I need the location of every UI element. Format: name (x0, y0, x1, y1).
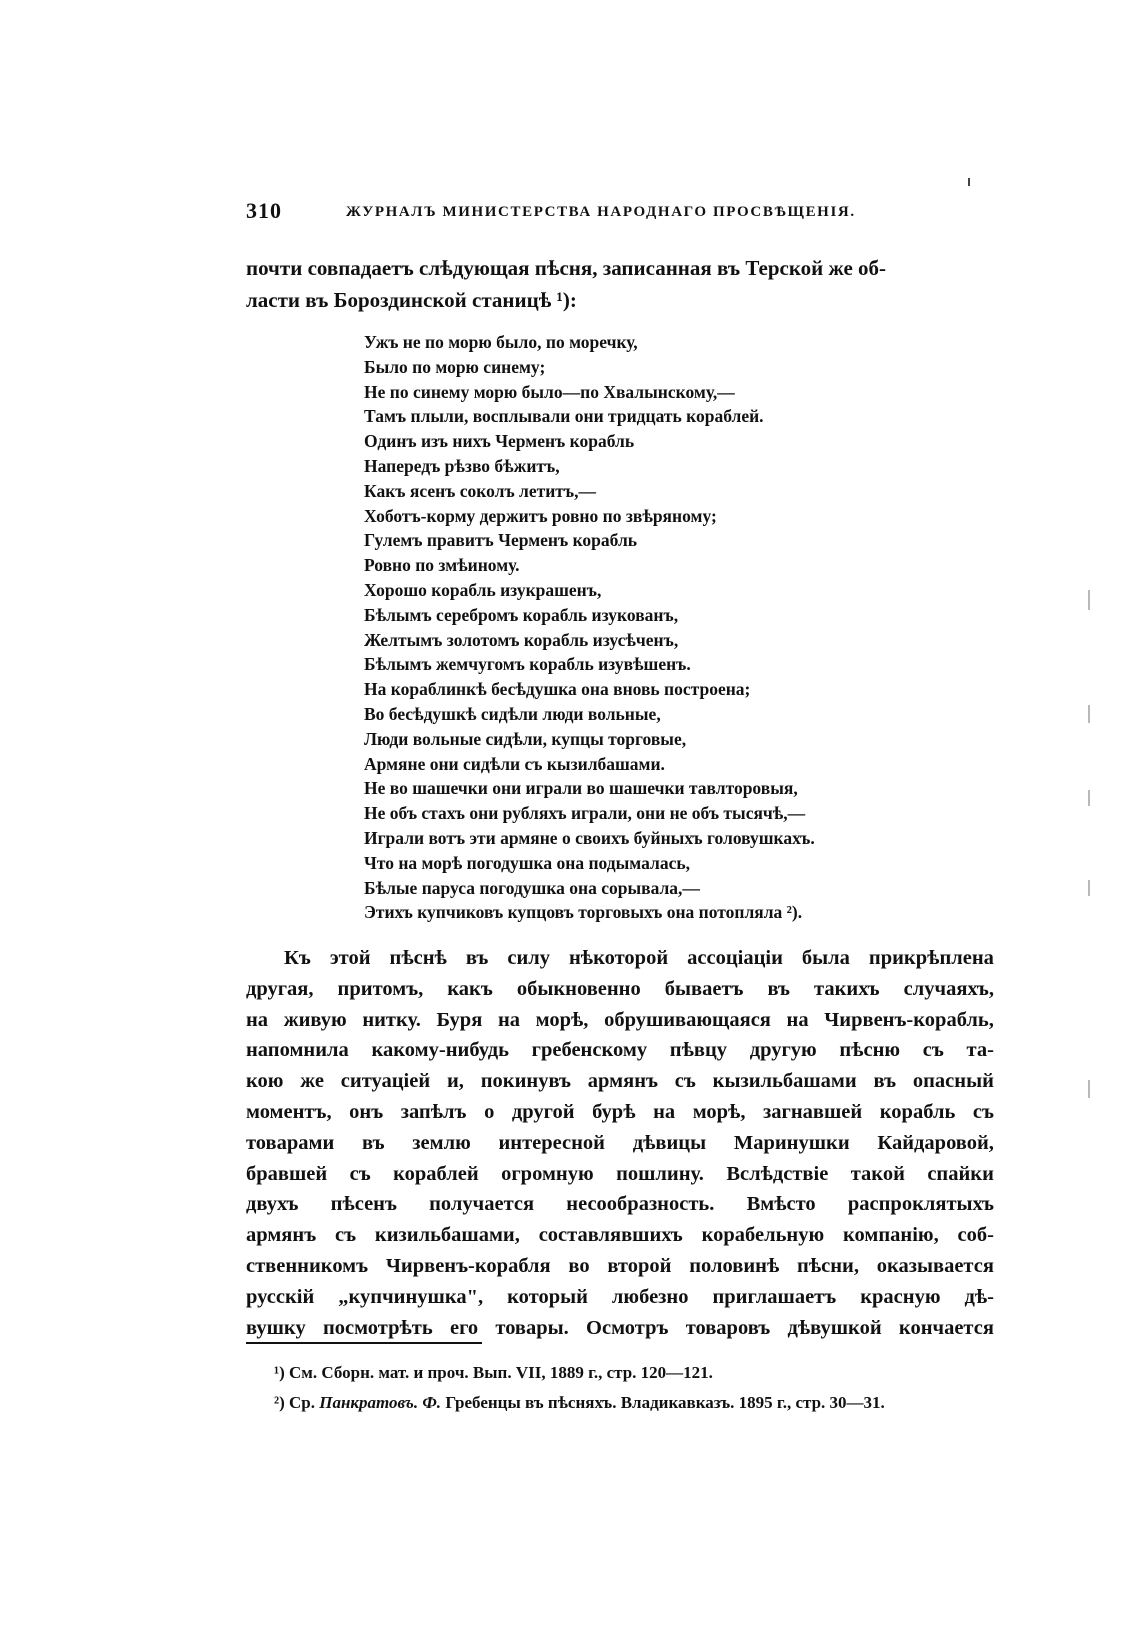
prose-word: получается (429, 1193, 535, 1216)
prose-word: Вмѣсто (746, 1193, 816, 1216)
prose-word: армянъ (246, 1224, 317, 1247)
verse-line: Бѣлымъ жемчугомъ корабль изувѣшенъ. (364, 654, 691, 675)
verse-line: Не во шашечки они играли во шашечки тавлторовыя, (364, 778, 798, 799)
prose-word: бурѣ (592, 1100, 636, 1123)
prose-word: Осмотръ (586, 1316, 669, 1339)
verse-line: Что на морѣ погодушка она подымалась, (364, 852, 690, 873)
prose-word: товары. (495, 1316, 569, 1339)
prose-word: въ (465, 947, 489, 969)
prose-word: такихъ (814, 977, 880, 1000)
prose-word: запѣлъ (400, 1100, 467, 1123)
footnote-2-prefix: ²) Ср. (274, 1393, 315, 1412)
verse-line: Ровно по змѣиному. (364, 555, 520, 576)
prose-word: во (568, 1254, 590, 1277)
prose-word: пошлину. (616, 1162, 704, 1185)
prose-word: бравшей (246, 1162, 328, 1185)
prose-word: Чирвенъ-корабля (385, 1254, 551, 1277)
verse-line: Хоботъ-корму держитъ ровно по звѣряному; (364, 505, 717, 526)
prose-word: пѣсни, (797, 1254, 859, 1277)
scan-mark (1088, 1080, 1090, 1098)
prose-line (246, 974, 994, 1005)
prose-word: какъ (447, 977, 493, 1000)
verse-line: На кораблинкѣ бесѣдушка она вновь построена; (364, 679, 751, 700)
prose-word: такой (850, 1162, 905, 1185)
prose-word: какому-нибудь (371, 1039, 509, 1062)
prose-word: товарами (246, 1131, 335, 1154)
prose-word: корабль (879, 1100, 956, 1123)
prose-word: кизильбашами, (374, 1224, 520, 1247)
prose-word: ассоціаціи (687, 947, 783, 969)
prose-word: землю (412, 1131, 471, 1154)
prose-word: половинѣ (689, 1254, 780, 1277)
prose-word: компанію, (842, 1224, 939, 1247)
prose-word: русскій (246, 1285, 315, 1308)
verse-line: Одинъ изъ нихъ Черменъ корабль (364, 431, 635, 452)
prose-word: загнавшей (763, 1100, 863, 1123)
scan-mark (1088, 705, 1090, 723)
prose-word: кончается (898, 1316, 994, 1339)
prose-word: пѣсню (839, 1039, 901, 1062)
verse-line: Армяне они сидѣли съ кызилбашами. (364, 753, 665, 774)
prose-word: кою (246, 1070, 284, 1093)
prose-word: Кайдаровой, (877, 1131, 994, 1154)
verse-line: Играли вотъ эти армяне о своихъ буйныхъ головушкахъ. (364, 827, 815, 848)
prose-word: въ (873, 1070, 897, 1093)
footnote-1: ¹) См. Сборн. мат. и проч. Вып. VII, 1889 г., стр. 120—121. (274, 1363, 713, 1382)
prose-word: съ (349, 1162, 371, 1185)
prose-word: о (484, 1100, 495, 1123)
prose-paragraph (246, 943, 994, 1343)
prose-word: армянъ (587, 1070, 658, 1093)
prose-word: Маринушки (733, 1131, 850, 1154)
verse-line: Желтымъ золотомъ корабль изусѣченъ, (364, 629, 679, 650)
page-number: 310 (246, 198, 282, 223)
prose-word: пѣсенъ (330, 1193, 397, 1216)
prose-word: другую (749, 1039, 817, 1062)
intro-paragraph (246, 252, 1006, 316)
verse-line: Не по синему морю было—по Хвалынскому,— (364, 381, 735, 402)
intro-line: почти совпадаетъ слѣдующая пѣсня, записанная въ Терской же об- (246, 256, 887, 280)
prose-word: посмотрѣть (322, 1316, 433, 1339)
verse-line: Напередъ рѣзво бѣжитъ, (364, 455, 560, 476)
intro-line: ласти въ Бороздинской станицѣ ¹): (246, 288, 577, 312)
scan-mark (1088, 790, 1090, 806)
prose-word: интересной (498, 1131, 605, 1154)
prose-word: въ (767, 977, 790, 1000)
prose-word: который (507, 1285, 588, 1308)
prose-word: распроклятыхъ (847, 1193, 994, 1216)
prose-word: онъ (349, 1100, 384, 1123)
prose-word: на (246, 1008, 269, 1031)
verse-line: Хорошо корабль изукрашенъ, (364, 579, 602, 600)
page-header (246, 198, 886, 228)
prose-line (246, 1313, 994, 1344)
prose-word: ситуаціей (340, 1070, 431, 1093)
prose-word: составлявшихъ (538, 1224, 683, 1247)
prose-word: пѣснѣ (389, 947, 447, 969)
prose-line (246, 1220, 994, 1251)
verse-line: Тамъ плыли, восплывали они тридцать кораблей. (364, 406, 764, 427)
verse-line: Этихъ купчиковъ купцовъ торговыхъ она потопляла ²). (364, 902, 803, 923)
prose-word: красную (860, 1285, 941, 1308)
prose-line (246, 943, 994, 974)
verse-line: Какъ ясенъ соколъ летитъ,— (364, 480, 596, 501)
prose-word: нитку. (362, 1008, 421, 1031)
prose-word: гребенскому (531, 1039, 648, 1062)
prose-word: дѣ- (964, 1285, 994, 1308)
prose-line (246, 1159, 994, 1190)
prose-word: кызильбашами (712, 1070, 857, 1093)
footnote-2 (274, 1388, 1014, 1418)
verse-line: Бѣлые паруса погодушка она сорывала,— (364, 877, 700, 898)
footnote-2-author: Панкратовъ. Ф. (319, 1393, 442, 1412)
prose-line (246, 1251, 994, 1282)
verse-line: Ужъ не по морю было, по моречку, (364, 332, 638, 352)
prose-word: Буря (436, 1008, 483, 1031)
prose-word: дѣвицы (632, 1131, 707, 1154)
prose-word: силу (507, 947, 551, 969)
prose-word: любезно (611, 1285, 689, 1308)
verse-line: Гулемъ правитъ Черменъ корабль (364, 530, 638, 551)
prose-line (246, 1282, 994, 1313)
prose-word: оказывается (876, 1254, 994, 1277)
prose-word: несообразность. (566, 1193, 715, 1216)
prose-word: спайки (927, 1162, 994, 1185)
prose-line (246, 1189, 994, 1220)
prose-word: бываетъ (664, 977, 744, 1000)
prose-word: его (449, 1316, 479, 1339)
prose-line (246, 1097, 994, 1128)
prose-word: прикрѣплена (868, 947, 994, 969)
scan-mark (968, 178, 970, 186)
prose-word: съ (674, 1070, 696, 1093)
prose-word: Къ (284, 947, 311, 969)
prose-line (246, 1005, 994, 1036)
prose-line (246, 1066, 994, 1097)
prose-word: товаровъ (685, 1316, 771, 1339)
prose-word: Вслѣдствіе (726, 1162, 829, 1185)
prose-word: съ (922, 1039, 944, 1062)
prose-word: обрушивающаяся (604, 1008, 771, 1031)
verse-line: Бѣлымъ серебромъ корабль изукованъ, (364, 604, 679, 625)
prose-word: ственникомъ (246, 1254, 369, 1277)
prose-word: вушку (246, 1316, 306, 1339)
prose-word: пѣвцу (669, 1039, 728, 1062)
footnotes (274, 1358, 1014, 1418)
prose-word: же (300, 1070, 324, 1093)
prose-word: та- (966, 1039, 994, 1062)
prose-word: корабельную (701, 1224, 825, 1247)
scan-mark (1088, 590, 1090, 610)
prose-word: въ (362, 1131, 385, 1154)
verse-line: Во бесѣдушкѣ сидѣли люди вольные, (364, 703, 661, 724)
prose-word: съ (972, 1100, 994, 1123)
prose-word: покинувъ (480, 1070, 571, 1093)
prose-word: на (653, 1100, 676, 1123)
prose-word: притомъ, (337, 977, 424, 1000)
prose-word: была (801, 947, 850, 969)
prose-word: соб- (957, 1224, 994, 1247)
prose-word: морѣ, (535, 1008, 589, 1031)
footnote-separator (246, 1342, 482, 1344)
prose-word: этой (329, 947, 371, 969)
prose-word: приглашаетъ (712, 1285, 837, 1308)
prose-word: и, (446, 1070, 464, 1093)
prose-word: опасный (912, 1070, 994, 1093)
prose-word: на (497, 1008, 520, 1031)
prose-word: другой (511, 1100, 575, 1123)
prose-word: огромную (501, 1162, 594, 1185)
prose-word: двухъ (246, 1193, 299, 1216)
prose-line (246, 1035, 994, 1066)
prose-word: морѣ, (692, 1100, 746, 1123)
prose-word: моментъ, (246, 1100, 332, 1123)
scan-mark (1088, 880, 1090, 896)
footnote-2-source: Гребенцы въ пѣсняхъ. Владикавказъ. 1895 г., стр. 30—31. (445, 1393, 885, 1412)
prose-word: дѣвушкой (787, 1316, 882, 1339)
prose-word: на (786, 1008, 809, 1031)
prose-word: второй (607, 1254, 672, 1277)
prose-line (246, 1128, 994, 1159)
prose-word: случаяхъ, (903, 977, 994, 1000)
running-title: ЖУРНАЛЪ МИНИСТЕРСТВА НАРОДНАГО ПРОСВѢЩЕНІЯ. (346, 204, 856, 220)
prose-word: живую (283, 1008, 347, 1031)
verse-line: Люди вольные сидѣли, купцы торговые, (364, 728, 687, 749)
prose-word: Чирвенъ-корабль, (824, 1008, 994, 1031)
verse-line: Не объ стахъ они рубляхъ играли, они не объ тысячѣ,— (364, 803, 806, 824)
prose-word: нѣкоторой (569, 947, 669, 969)
song-verse (364, 330, 964, 925)
prose-word: напомнила (246, 1039, 349, 1062)
prose-word: обыкновенно (516, 977, 641, 1000)
prose-word: съ (335, 1224, 357, 1247)
prose-word: „купчинушка", (338, 1285, 484, 1308)
verse-line: Было по морю синему; (364, 356, 546, 377)
prose-word: кораблей (393, 1162, 479, 1185)
prose-word: другая, (246, 977, 314, 1000)
